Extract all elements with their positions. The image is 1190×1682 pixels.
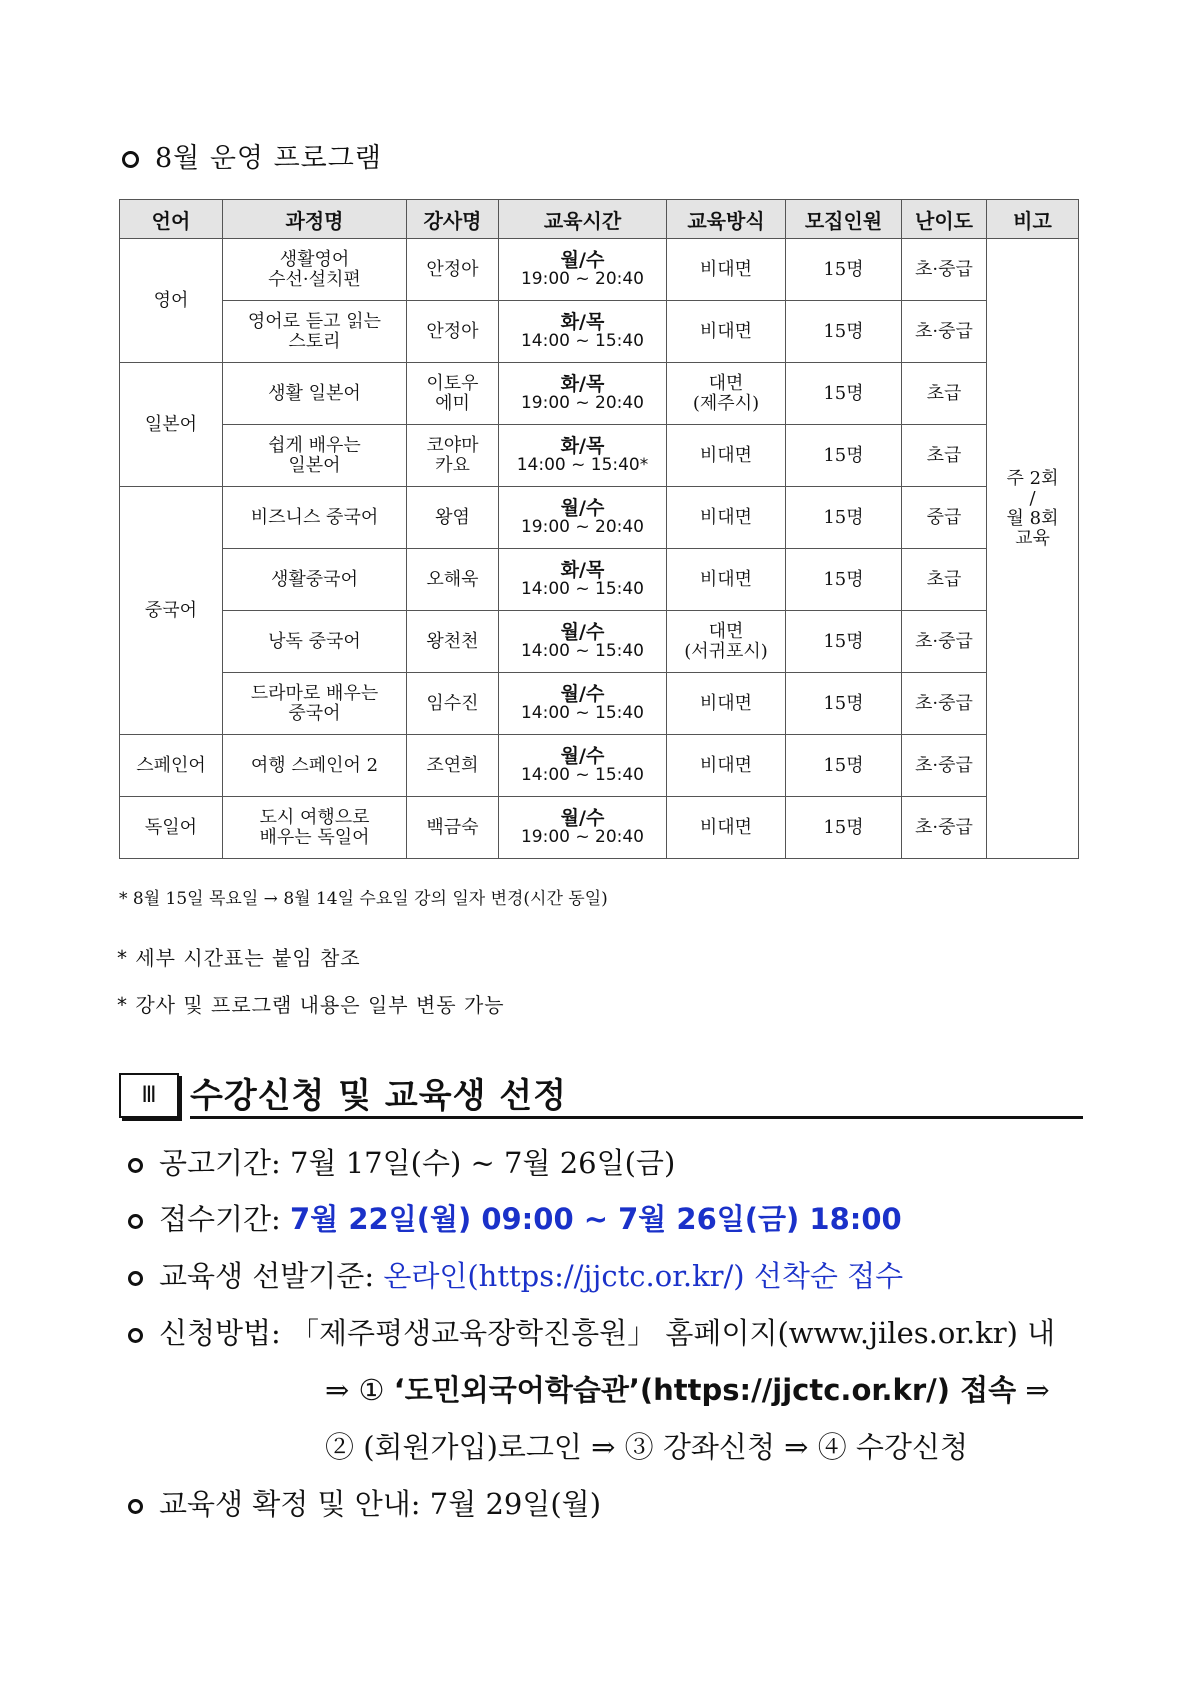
method-line: (서귀포시) xyxy=(684,640,768,662)
method-line: 비대면 xyxy=(699,816,753,838)
capacity-cell: 15명 xyxy=(786,673,902,735)
circle-bullet-icon xyxy=(128,1328,143,1343)
level-cell: 초급 xyxy=(902,363,987,425)
time-hours: 19:00 ~ 20:40 xyxy=(520,516,645,537)
level-cell: 초·중급 xyxy=(902,673,987,735)
capacity-cell: 15명 xyxy=(786,797,902,859)
table-row xyxy=(120,425,1079,487)
time-days: 월/수 xyxy=(560,496,605,519)
method-line: 비대면 xyxy=(699,754,753,776)
level-cell: 중급 xyxy=(902,487,987,549)
table-header-row xyxy=(120,200,1079,239)
time-days: 화/목 xyxy=(560,558,605,581)
notice-label: 공고기간: xyxy=(159,1146,291,1180)
step1-suffix: ⇒ xyxy=(1016,1373,1050,1407)
section-title-text: 8월 운영 프로그램 xyxy=(155,143,382,174)
table-row xyxy=(120,797,1079,859)
step1-site: ‘도민외국어학습관’(https://jjctc.or.kr/) 접속 xyxy=(393,1373,1017,1407)
section3-underline xyxy=(190,1116,1083,1119)
time-days: 화/목 xyxy=(560,372,605,395)
teacher-cell xyxy=(407,363,499,425)
method-line: 비대면 xyxy=(699,444,753,466)
time-days: 월/수 xyxy=(560,248,605,271)
course-cell xyxy=(223,487,407,549)
header-remark: 비고 xyxy=(987,200,1079,239)
teacher-line: 오해욱 xyxy=(426,568,479,590)
language-cell: 영어 xyxy=(120,239,223,363)
capacity-cell: 15명 xyxy=(786,549,902,611)
remark-cell xyxy=(987,199,1079,819)
confirm-label: 교육생 확정 및 안내: xyxy=(159,1487,430,1521)
course-line: 생활중국어 xyxy=(271,568,358,590)
capacity-cell: 15명 xyxy=(786,735,902,797)
time-cell xyxy=(499,425,667,487)
step1-prefix: ⇒ ① xyxy=(325,1373,394,1407)
time-days: 월/수 xyxy=(560,620,605,643)
time-hours: 19:00 ~ 20:40 xyxy=(520,826,645,847)
section-title xyxy=(122,136,382,175)
table-row xyxy=(120,363,1079,425)
time-cell xyxy=(499,363,667,425)
criteria-label: 교육생 선발기준: xyxy=(159,1259,384,1293)
method-line: 비대면 xyxy=(699,320,753,342)
teacher-cell xyxy=(407,425,499,487)
capacity-cell: 15명 xyxy=(786,301,902,363)
time-cell xyxy=(499,239,667,301)
course-cell xyxy=(223,735,407,797)
circle-bullet-icon xyxy=(128,1271,143,1286)
course-cell xyxy=(223,239,407,301)
method-line: 대면 xyxy=(708,620,744,642)
method-cell xyxy=(667,425,786,487)
teacher-line: 왕염 xyxy=(435,506,470,528)
language-cell: 독일어 xyxy=(120,797,223,859)
method-cell xyxy=(667,363,786,425)
teacher-line: 안정아 xyxy=(426,258,479,280)
course-line: 드라마로 배우는 xyxy=(250,682,379,704)
level-cell: 초·중급 xyxy=(902,797,987,859)
teacher-cell xyxy=(407,611,499,673)
time-hours: 14:00 ~ 15:40 xyxy=(520,702,645,723)
method-cell xyxy=(667,611,786,673)
table-row xyxy=(120,549,1079,611)
level-cell: 초급 xyxy=(902,425,987,487)
header-level: 난이도 xyxy=(902,200,987,239)
course-line: 일본어 xyxy=(288,454,341,476)
receipt-label: 접수기간: xyxy=(159,1202,291,1236)
circle-bullet-icon xyxy=(128,1214,143,1229)
section-number-box: Ⅲ xyxy=(119,1073,179,1118)
remark-line: 교육 xyxy=(1015,527,1050,549)
level-cell: 초·중급 xyxy=(902,239,987,301)
method-line: 비대면 xyxy=(699,258,753,280)
teacher-cell xyxy=(407,673,499,735)
item-apply-method xyxy=(128,1311,1055,1352)
circle-bullet-icon xyxy=(122,151,139,168)
course-line: 생활 일본어 xyxy=(268,382,361,404)
note-change: * 강사 및 프로그램 내용은 일부 변동 가능 xyxy=(117,993,505,1017)
item-confirmation xyxy=(128,1482,601,1523)
time-hours: 14:00 ~ 15:40 xyxy=(520,578,645,599)
course-line: 스토리 xyxy=(288,330,341,352)
level-cell: 초·중급 xyxy=(902,301,987,363)
course-cell xyxy=(223,301,407,363)
course-line: 수선·설치편 xyxy=(268,268,361,290)
time-hours: 19:00 ~ 20:40 xyxy=(520,268,645,289)
header-language: 언어 xyxy=(120,200,223,239)
method-line: 비대면 xyxy=(699,692,753,714)
method-cell xyxy=(667,673,786,735)
course-line: 영어로 듣고 읽는 xyxy=(247,310,382,332)
table-row xyxy=(120,301,1079,363)
table-row xyxy=(120,735,1079,797)
time-cell xyxy=(499,735,667,797)
level-cell: 초·중급 xyxy=(902,735,987,797)
level-cell: 초·중급 xyxy=(902,611,987,673)
teacher-line: 임수진 xyxy=(426,692,479,714)
course-cell xyxy=(223,611,407,673)
time-hours: 14:00 ~ 15:40 xyxy=(520,330,645,351)
teacher-line: 카요 xyxy=(435,454,470,476)
teacher-line: 안정아 xyxy=(426,320,479,342)
teacher-line: 왕천천 xyxy=(426,630,479,652)
item-selection-criteria xyxy=(128,1254,903,1295)
time-hours: 14:00 ~ 15:40* xyxy=(516,454,649,475)
table-body xyxy=(120,239,1079,859)
table-row xyxy=(120,611,1079,673)
course-line: 생활영어 xyxy=(279,248,350,270)
teacher-cell xyxy=(407,735,499,797)
method-label: 신청방법: xyxy=(159,1316,291,1350)
course-line: 도시 여행으로 xyxy=(259,806,370,828)
circle-bullet-icon xyxy=(128,1158,143,1173)
time-days: 화/목 xyxy=(560,434,605,457)
course-line: 배우는 독일어 xyxy=(259,826,370,848)
teacher-line: 이토우 xyxy=(426,372,479,394)
header-course: 과정명 xyxy=(223,200,407,239)
course-line: 중국어 xyxy=(288,702,341,724)
notice-value: 7월 17일(수) ~ 7월 26일(금) xyxy=(290,1146,676,1180)
capacity-cell: 15명 xyxy=(786,425,902,487)
time-days: 화/목 xyxy=(560,310,605,333)
criteria-value: 온라인(https://jjctc.or.kr/) 선착순 접수 xyxy=(383,1259,904,1293)
note-timetable: * 세부 시간표는 붙임 참조 xyxy=(117,946,361,970)
capacity-cell: 15명 xyxy=(786,239,902,301)
time-cell xyxy=(499,611,667,673)
header-teacher: 강사명 xyxy=(407,200,499,239)
item-receipt-period xyxy=(128,1197,902,1238)
table-note: * 8월 15일 목요일 → 8월 14일 수요일 강의 일자 변경(시간 동일) xyxy=(119,889,608,909)
teacher-cell xyxy=(407,301,499,363)
time-days: 월/수 xyxy=(560,682,605,705)
capacity-cell: 15명 xyxy=(786,487,902,549)
language-cell: 중국어 xyxy=(120,487,223,735)
remark-line: 주 2회 xyxy=(1006,467,1059,489)
teacher-cell xyxy=(407,797,499,859)
method-cell xyxy=(667,735,786,797)
time-cell xyxy=(499,301,667,363)
language-cell: 일본어 xyxy=(120,363,223,487)
course-cell xyxy=(223,425,407,487)
header-capacity: 모집인원 xyxy=(786,200,902,239)
item-notice-period xyxy=(128,1141,675,1182)
course-cell xyxy=(223,549,407,611)
level-cell: 초급 xyxy=(902,549,987,611)
teacher-line: 조연희 xyxy=(426,754,479,776)
header-method: 교육방식 xyxy=(667,200,786,239)
course-line: 비즈니스 중국어 xyxy=(250,506,379,528)
course-line: 낭독 중국어 xyxy=(268,630,361,652)
apply-step-2: ② (회원가입)로그인 ⇒ ③ 강좌신청 ⇒ ④ 수강신청 xyxy=(325,1430,968,1464)
method-line: (제주시) xyxy=(692,392,760,414)
time-cell xyxy=(499,673,667,735)
remark-line: / xyxy=(1029,487,1036,509)
teacher-cell xyxy=(407,487,499,549)
course-line: 쉽게 배우는 xyxy=(268,434,361,456)
method-cell xyxy=(667,239,786,301)
course-line: 여행 스페인어 2 xyxy=(250,754,379,776)
table-row xyxy=(120,487,1079,549)
method-value: 「제주평생교육장학진흥원」 홈페이지(www.jiles.or.kr) 내 xyxy=(290,1316,1056,1350)
circle-bullet-icon xyxy=(128,1499,143,1514)
teacher-cell xyxy=(407,549,499,611)
capacity-cell: 15명 xyxy=(786,611,902,673)
time-days: 월/수 xyxy=(560,744,605,767)
section3-title: 수강신청 및 교육생 선정 xyxy=(190,1076,567,1116)
method-cell xyxy=(667,487,786,549)
time-days: 월/수 xyxy=(560,806,605,829)
teacher-line: 에미 xyxy=(435,392,470,414)
method-line: 비대면 xyxy=(699,568,753,590)
time-hours: 14:00 ~ 15:40 xyxy=(520,640,645,661)
method-cell xyxy=(667,549,786,611)
program-table xyxy=(119,199,1079,859)
time-hours: 14:00 ~ 15:40 xyxy=(520,764,645,785)
confirm-value: 7월 29일(월) xyxy=(429,1487,602,1521)
teacher-cell xyxy=(407,239,499,301)
header-time: 교육시간 xyxy=(499,200,667,239)
time-hours: 19:00 ~ 20:40 xyxy=(520,392,645,413)
table-row xyxy=(120,673,1079,735)
course-cell xyxy=(223,797,407,859)
language-cell: 스페인어 xyxy=(120,735,223,797)
time-cell xyxy=(499,549,667,611)
method-cell xyxy=(667,301,786,363)
receipt-value: 7월 22일(월) 09:00 ~ 7월 26일(금) 18:00 xyxy=(290,1202,902,1236)
course-cell xyxy=(223,673,407,735)
capacity-cell: 15명 xyxy=(786,363,902,425)
method-line: 비대면 xyxy=(699,506,753,528)
remark-line: 월 8회 xyxy=(1006,507,1059,529)
teacher-line: 백금숙 xyxy=(426,816,479,838)
time-cell xyxy=(499,797,667,859)
apply-step-1 xyxy=(325,1368,1050,1409)
method-cell xyxy=(667,797,786,859)
time-cell xyxy=(499,487,667,549)
method-line: 대면 xyxy=(708,372,744,394)
teacher-line: 코야마 xyxy=(426,434,479,456)
course-cell xyxy=(223,363,407,425)
table-row xyxy=(120,239,1079,301)
